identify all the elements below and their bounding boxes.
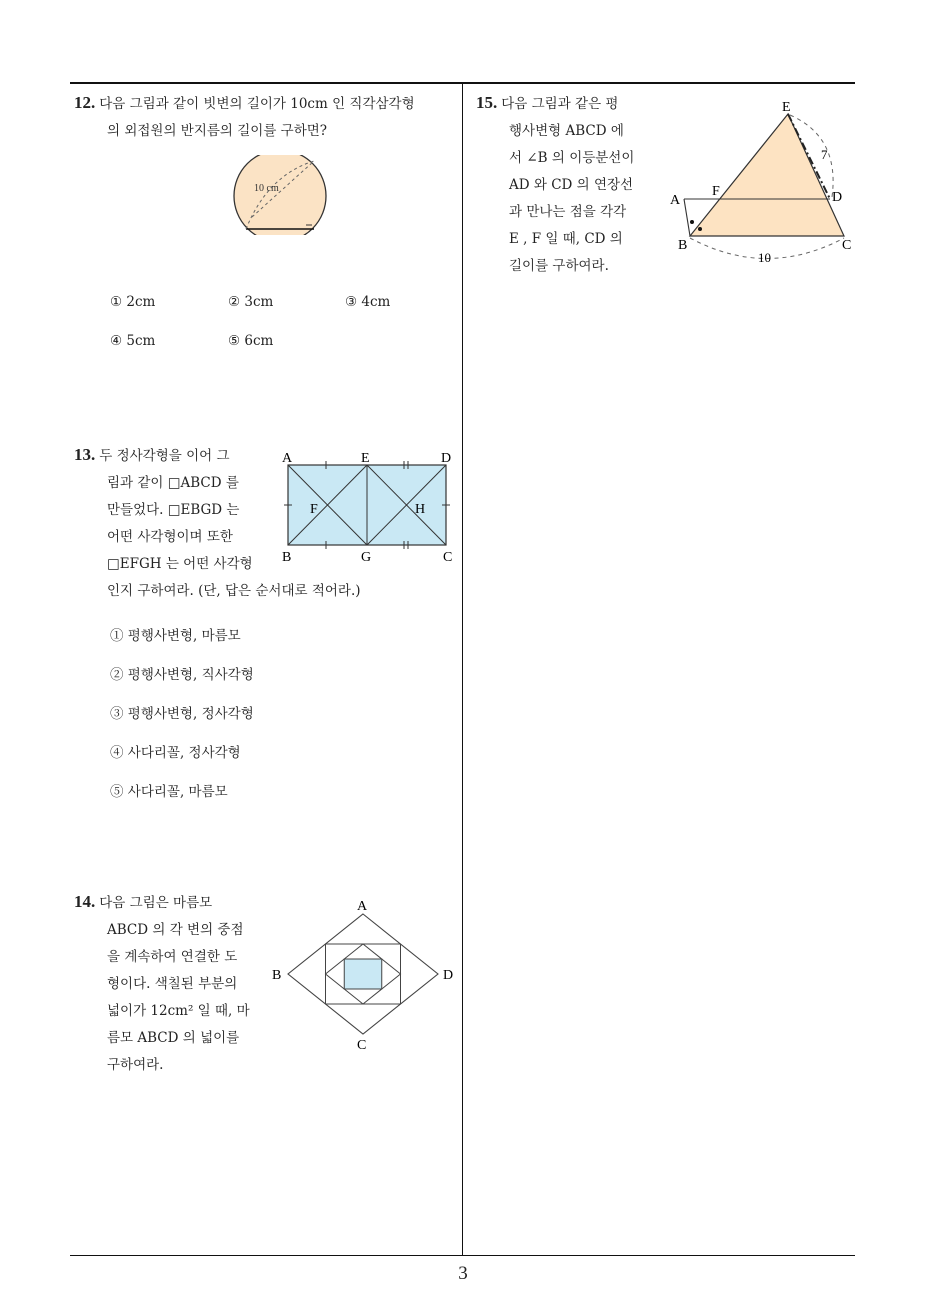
q14-shaded-rectangle	[344, 959, 382, 989]
q15-label-c: C	[842, 238, 852, 253]
bottom-rule	[70, 1255, 855, 1256]
q13-line-5: □EFGH 는 어떤 사각형	[107, 556, 253, 572]
q15-angle-dot-1	[690, 220, 694, 224]
q15-line-6: E , F 일 때, CD 의	[509, 231, 623, 247]
q15-side-ab	[684, 199, 690, 236]
q15-line-2: 행사변형 ABCD 에	[509, 123, 624, 139]
q12-circle-figure	[228, 155, 332, 235]
q15-label-d: D	[832, 190, 843, 205]
question-12	[74, 89, 415, 145]
q12-number: 12.	[74, 93, 96, 112]
q12-option-3[interactable]: ③ 4cm	[345, 294, 391, 310]
q14-line-6: 름모 ABCD 의 넓이를	[107, 1030, 240, 1046]
q13-label-d: D	[441, 451, 452, 466]
q12-line-2: 의 외접원의 반지름의 길이를 구하면?	[107, 123, 328, 139]
q15-label-f: F	[712, 184, 720, 199]
q14-line-7: 구하여라.	[107, 1057, 164, 1073]
q13-number: 13.	[74, 445, 96, 464]
q12-option-5[interactable]: ⑤ 6cm	[228, 333, 274, 349]
q14-label-c: C	[357, 1038, 367, 1053]
q13-option-4[interactable]: ④ 사다리꼴, 정사각형	[110, 745, 241, 761]
q15-line-1: 15. 다음 그림과 같은 평	[476, 93, 619, 112]
q15-label-a: A	[670, 193, 681, 208]
q12-line-1: 12. 다음 그림과 같이 빗변의 길이가 10cm 인 직각삼각형	[74, 93, 415, 112]
q13-label-b: B	[282, 550, 292, 565]
q13-option-2[interactable]: ② 평행사변형, 직사각형	[110, 667, 254, 683]
q13-rectangle-figure	[276, 447, 458, 569]
q14-line-2: ABCD 의 각 변의 중점	[107, 922, 244, 938]
q14-number: 14.	[74, 892, 96, 911]
q15-label-ten: 10	[758, 250, 771, 265]
q13-option-3[interactable]: ③ 평행사변형, 정사각형	[110, 706, 254, 722]
q15-line-5: 과 만나는 점을 각각	[509, 204, 627, 220]
q14-line-5: 넓이가 12cm² 일 때, 마	[107, 1003, 250, 1019]
q12-circle	[234, 155, 326, 235]
q15-label-e: E	[782, 100, 791, 115]
question-15	[476, 89, 634, 280]
q12-length-label: 10 cm	[254, 183, 279, 194]
q14-line-4: 형이다. 색칠된 부분의	[107, 976, 238, 992]
q14-label-b: B	[272, 968, 282, 983]
q15-parallelogram-figure	[664, 97, 856, 267]
q15-line-4: AD 와 CD 의 연장선	[509, 177, 634, 193]
q13-label-c: C	[443, 550, 453, 565]
q14-rhombus-figure	[266, 895, 462, 1057]
q13-line-3: 만들었다. □EBGD 는	[107, 502, 240, 518]
q14-label-d: D	[443, 968, 454, 983]
q13-line-4: 어떤 사각형이며 또한	[107, 529, 233, 545]
q14-label-a: A	[357, 899, 368, 914]
q12-option-4[interactable]: ④ 5cm	[110, 333, 156, 349]
q13-line-2: 림과 같이 □ABCD 를	[107, 475, 239, 491]
q15-line-3: 서 ∠B 의 이등분선이	[509, 150, 635, 166]
q13-label-f: F	[310, 502, 318, 517]
q13-line-1: 13. 두 정사각형을 이어 그	[74, 445, 230, 464]
q13-option-1[interactable]: ① 평행사변형, 마름모	[110, 628, 241, 644]
q13-line-6: 인지 구하여라. (단, 답은 순서대로 적어라.)	[107, 583, 361, 599]
q15-label-b: B	[678, 238, 688, 253]
q13-label-a: A	[282, 451, 293, 466]
q15-line-7: 길이를 구하여라.	[509, 258, 609, 274]
page-number: 3	[458, 1263, 468, 1284]
q12-option-1[interactable]: ① 2cm	[110, 294, 156, 310]
q13-option-5[interactable]: ⑤ 사다리꼴, 마름모	[110, 784, 228, 800]
q13-label-h: H	[415, 502, 426, 517]
q14-line-3: 을 계속하여 연결한 도	[107, 949, 238, 965]
q13-label-e: E	[361, 451, 370, 466]
q14-line-1: 14. 다음 그림은 마름모	[74, 892, 213, 911]
column-divider	[462, 82, 463, 1256]
q13-label-g: G	[361, 550, 372, 565]
q12-option-2[interactable]: ② 3cm	[228, 294, 274, 310]
question-14	[74, 888, 250, 1079]
q15-number: 15.	[476, 93, 498, 112]
q15-angle-dot-2	[698, 227, 702, 231]
q15-label-seven: 7	[821, 147, 828, 162]
q15-triangle-ebc	[690, 114, 844, 236]
